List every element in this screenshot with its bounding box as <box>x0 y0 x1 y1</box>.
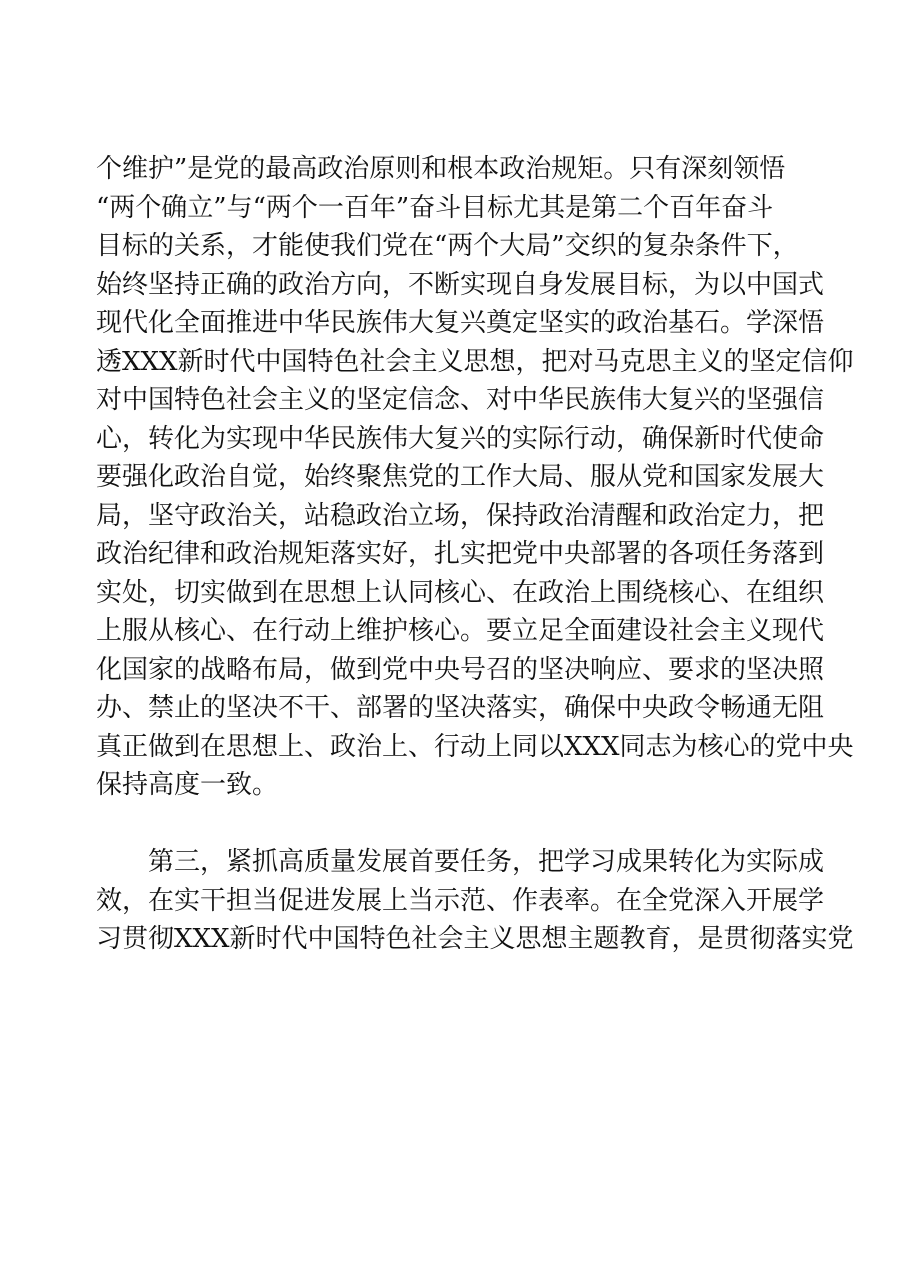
text-line: 要强化政治自觉，始终聚焦党的工作大局、服从党和国家发展大 <box>96 462 825 492</box>
text-line: 实处，切实做到在思想上认同核心、在政治上围绕核心、在组织 <box>96 577 825 608</box>
text-line: 保持高度一致。 <box>96 770 279 800</box>
text-line: 办、禁止的坚决不干、部署的坚决落实，确保中央政令畅通无阻 <box>96 693 825 723</box>
text-line: 上服从核心、在行动上维护核心。要立足全面建设社会主义现代 <box>96 616 825 646</box>
text-line: 效，在实干担当促进发展上当示范、作表率。在全党深入开展学 <box>96 885 825 916</box>
body-text <box>96 150 854 959</box>
text-line: 透XXX新时代中国特色社会主义思想，把对马克思主义的坚定信仰 <box>96 346 854 377</box>
text-line: 局，坚守政治关，站稳政治立场，保持政治清醒和政治定力，把 <box>96 500 825 531</box>
text-line: 现代化全面推进中华民族伟大复兴奠定坚实的政治基石。学深悟 <box>96 308 825 338</box>
text-line: 对中国特色社会主义的坚定信念、对中华民族伟大复兴的坚强信 <box>96 385 825 415</box>
text-line: 政治纪律和政治规矩落实好，扎实把党中央部署的各项任务落到 <box>96 539 825 569</box>
paragraph-gap <box>96 805 826 844</box>
text-line: “两个确立”与“两个一百年”奋斗目标尤其是第二个百年奋斗 <box>96 192 774 223</box>
text-line: 目标的关系，才能使我们党在“两个大局”交织的复杂条件下， <box>96 231 799 261</box>
text-line: 习贯彻XXX新时代中国特色社会主义思想主题教育，是贯彻落实党 <box>96 924 854 954</box>
text-line: 真正做到在思想上、政治上、行动上同以XXX同志为核心的党中央 <box>96 731 854 762</box>
text-line: 始终坚持正确的政治方向，不断实现自身发展目标，为以中国式 <box>96 269 825 300</box>
text-line: 化国家的战略布局，做到党中央号召的坚决响应、要求的坚决照 <box>96 654 825 685</box>
paragraph-first-line: 第三，紧抓高质量发展首要任务，把学习成果转化为实际成 <box>148 847 825 877</box>
text-line: 个维护”是党的最高政治原则和根本政治规矩。只有深刻领悟 <box>96 154 786 184</box>
text-line: 心，转化为实现中华民族伟大复兴的实际行动，确保新时代使命 <box>96 423 825 454</box>
